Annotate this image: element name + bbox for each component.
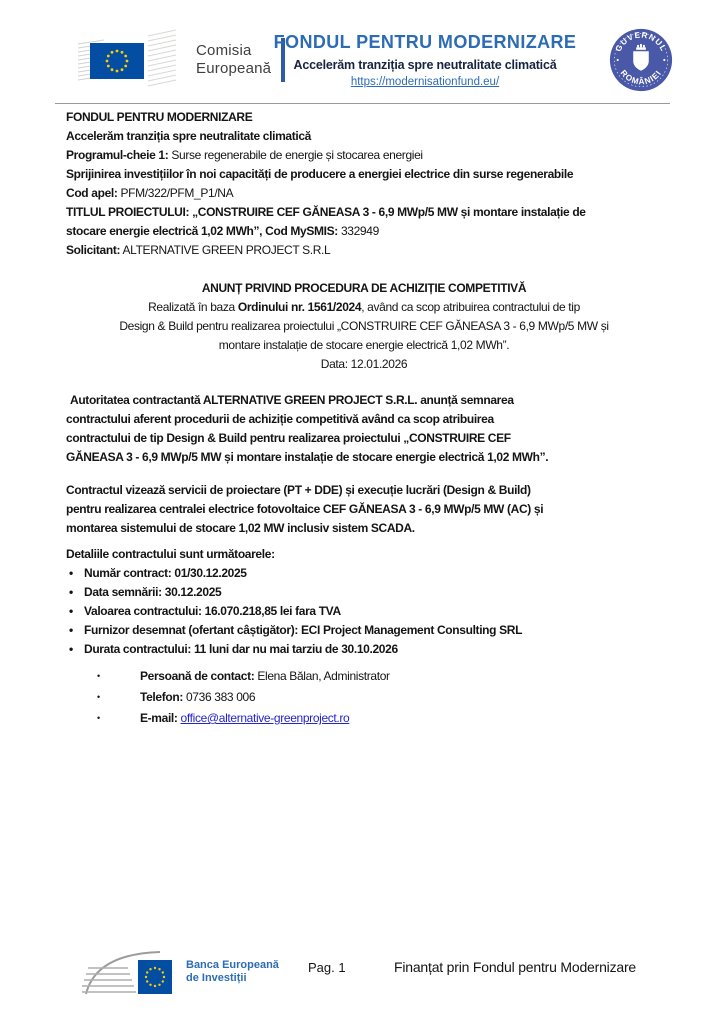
contract-details-list xyxy=(66,545,662,659)
fund-subtitle: Accelerăm tranziția spre neutralitate climatică xyxy=(293,58,557,72)
european-commission-building-flag-icon xyxy=(76,28,188,92)
email-link[interactable]: office@alternative-greenproject.ro xyxy=(180,711,350,725)
project-info-block xyxy=(66,108,662,260)
bullet-icon: • xyxy=(69,566,73,580)
info-project-title-line2 xyxy=(66,222,662,241)
detail-winning-supplier: • Furnizor desemnat (ofertant câștigător): ECI Project Management Consulting SRL xyxy=(66,621,662,640)
announcement-line1-pre: Realizată în baza xyxy=(148,300,238,314)
bullet-icon: • xyxy=(69,585,73,599)
page-header xyxy=(0,26,725,98)
eib-wordmark-line1: Banca Europeană xyxy=(186,959,279,971)
announcement-line1 xyxy=(66,298,662,317)
bullet-icon: • xyxy=(69,642,73,656)
contact-email-label: E-mail: xyxy=(140,711,181,725)
bullet-icon: • xyxy=(97,713,100,723)
info-support-line: Sprijinirea investițiilor în noi capacități de producere a energiei electrice din surse regenerabile xyxy=(66,167,574,181)
paragraph1-line4: GĂNEASA 3 - 6,9 MWp/5 MW și montare instalație de stocare energie electrică 1,02 MWh”. xyxy=(66,450,549,464)
info-call-code-value: PFM/322/PFM_P1/NA xyxy=(117,186,234,200)
paragraph1-line3: contractului de tip Design & Build pentru realizarea proiectului „CONSTRUIRE CEF xyxy=(66,431,511,445)
info-program-label: Programul-cheie 1: xyxy=(66,148,169,162)
info-program xyxy=(66,146,662,165)
announcement-line3: montare instalație de stocare energie electrică 1,02 MWh”. xyxy=(218,338,510,352)
funding-statement: Finanțat prin Fondul pentru Modernizare xyxy=(394,959,637,975)
header-center xyxy=(255,32,595,90)
bullet-icon: • xyxy=(69,623,73,637)
contact-email-row xyxy=(66,708,662,729)
announcement-order-ref: Ordinului nr. 1561/2024 xyxy=(237,300,362,314)
detail-contract-duration: • Durata contractului: 11 luni dar nu mai tarziu de 30.10.2026 xyxy=(66,640,662,659)
announcement-block xyxy=(66,279,662,374)
seal-text-bottom: ROMÂNIEI xyxy=(618,68,664,87)
page-footer xyxy=(0,938,725,1008)
eu-flag-icon xyxy=(90,43,144,79)
eu-flag-icon xyxy=(138,960,172,994)
ec-logo-line2: Europeană xyxy=(196,60,272,77)
info-project-title-line1: TITLUL PROIECTULUI: „CONSTRUIRE CEF GĂNEASA 3 - 6,9 MWp/5 MW și montare instalație de xyxy=(66,205,586,219)
announcement-line1-post: , având ca scop atribuirea contractului de tip xyxy=(361,300,580,314)
fund-title: FONDUL PENTRU MODERNIZARE xyxy=(273,32,577,52)
bullet-icon: • xyxy=(97,671,100,681)
contact-phone-label: Telefon: xyxy=(140,690,183,704)
page-number: Pag. 1 xyxy=(308,960,346,975)
detail-contract-number: • Număr contract: 01/30.12.2025 xyxy=(66,564,662,583)
bullet-icon: • xyxy=(97,692,100,702)
contact-phone-value: 0736 383 006 xyxy=(182,690,256,704)
eib-wordmark xyxy=(186,959,279,985)
contact-person-value: Elena Bălan, Administrator xyxy=(254,669,390,683)
announcement-date: Data: 12.01.2026 xyxy=(320,357,408,371)
contact-person-label: Persoană de contact: xyxy=(140,669,255,683)
eib-wordmark-line2: de Investiții xyxy=(186,972,247,984)
header-divider xyxy=(55,103,670,104)
info-call-code-label: Cod apel: xyxy=(66,186,118,200)
contact-phone-row xyxy=(66,687,662,708)
info-applicant-value: ALTERNATIVE GREEN PROJECT S.R.L xyxy=(120,243,331,257)
announcement-line2: Design & Build pentru realizarea proiectului „CONSTRUIRE CEF GĂNEASA 3 - 6,9 MWp/5 MW și xyxy=(119,319,609,333)
info-applicant-label: Solicitant: xyxy=(66,243,121,257)
eib-arc-flag-icon xyxy=(82,946,178,998)
detail-contract-value: • Valoarea contractului: 16.070.218,85 lei fara TVA xyxy=(66,602,662,621)
paragraph1-line1: Autoritatea contractantă ALTERNATIVE GREEN PROJECT S.R.L. anunță semnarea xyxy=(70,393,514,407)
fund-url-link[interactable]: https://modernisationfund.eu/ xyxy=(350,76,500,88)
document-body xyxy=(66,108,662,729)
detail-signing-date: • Data semnării: 30.12.2025 xyxy=(66,583,662,602)
contract-signing-paragraph xyxy=(66,391,662,467)
paragraph2-line2: pentru realizarea centralei electrice fotovoltaice CEF GĂNEASA 3 - 6,9 MWp/5 MW (AC) și xyxy=(66,502,544,516)
romanian-government-seal-icon xyxy=(607,26,675,94)
info-fund-motto: Accelerăm tranziția spre neutralitate climatică xyxy=(66,129,311,143)
announcement-title: ANUNȚ PRIVIND PROCEDURA DE ACHIZIȚIE COMPETITIVĂ xyxy=(201,281,527,295)
info-fund-name: FONDUL PENTRU MODERNIZARE xyxy=(66,110,253,124)
paragraph1-line2: contractului aferent procedurii de achiziție competitivă având ca scop atribuirea xyxy=(66,412,494,426)
contact-person-row xyxy=(66,666,662,687)
seal-text-top: GUVERNUL xyxy=(613,30,669,54)
european-investment-bank-logo xyxy=(82,944,332,1000)
paragraph2-line1: Contractul vizează servicii de proiectare (PT + DDE) și execuție lucrări (Design & Build) xyxy=(66,483,531,497)
ec-logo-line1: Comisia xyxy=(196,42,252,59)
info-applicant xyxy=(66,241,662,260)
contact-list xyxy=(66,666,662,729)
info-program-value: Surse regenerabile de energie și stocarea energiei xyxy=(168,148,423,162)
details-heading: Detaliile contractului sunt următoarele: xyxy=(66,547,275,561)
paragraph2-line3: montarea sistemului de stocare 1,02 MW inclusiv sistem SCADA. xyxy=(66,521,415,535)
info-call-code xyxy=(66,184,662,203)
bullet-icon: • xyxy=(69,604,73,618)
info-mysmis-value: 332949 xyxy=(337,224,379,238)
info-project-title-line2-bold: stocare energie electrică 1,02 MWh”, Cod MySMIS: xyxy=(66,224,338,238)
contract-scope-paragraph xyxy=(66,481,662,538)
